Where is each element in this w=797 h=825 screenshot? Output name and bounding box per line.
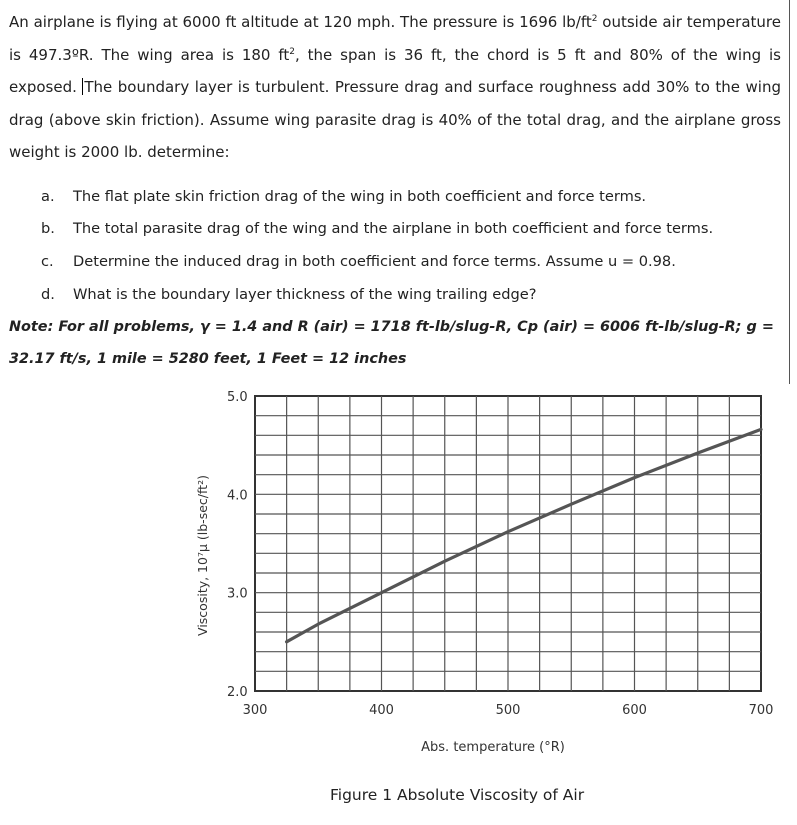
superscript-2a: 2	[592, 14, 598, 24]
question-text: The flat plate skin friction drag of the wing in both coefficient and force terms.	[73, 181, 646, 213]
question-text: Determine the induced drag in both coefficient and force terms. Assume u = 0.98.	[73, 246, 676, 278]
question-letter: d.	[41, 279, 55, 311]
y-tick-label: 3.0	[227, 587, 248, 602]
x-tick-label: 300	[243, 703, 268, 718]
question-item	[0, 246, 790, 278]
question-text: What is the boundary layer thickness of the wing trailing edge?	[73, 279, 537, 311]
question-letter: b.	[41, 213, 55, 245]
x-tick-label: 600	[622, 703, 647, 718]
question-text: The total parasite drag of the wing and the airplane in both coefficient and force terms.	[73, 213, 713, 245]
question-letter: a.	[41, 181, 55, 213]
x-tick-label: 500	[496, 703, 521, 718]
y-tick-label: 5.0	[227, 390, 248, 405]
question-item	[0, 279, 790, 311]
y-axis-label: Viscosity, 10⁷μ (lb-sec/ft²)	[195, 475, 210, 636]
y-tick-label: 2.0	[227, 685, 248, 700]
viscosity-chart-svg	[0, 380, 797, 821]
superscript-2b: 2	[289, 47, 295, 57]
problem-text-4: The boundary layer is turbulent. Pressure drag and surface roughness add 30% to the wing drag (above skin friction). Assume wing parasite drag is 40% of the total drag, and the airplane gross weight is 2000 lb. determine:	[9, 78, 781, 161]
y-tick-label: 4.0	[227, 488, 248, 503]
x-axis-label: Abs. temperature (°R)	[421, 740, 565, 755]
question-item	[0, 213, 790, 245]
problem-text-1: An airplane is flying at 6000 ft altitude at 120 mph. The pressure is 1696 lb/ft	[9, 13, 592, 31]
viscosity-chart	[0, 380, 797, 821]
x-tick-label: 400	[369, 703, 394, 718]
problem-text-2: outside air temperature is 497.3ºR. The wing area is 180 ft	[9, 13, 781, 64]
x-tick-label: 700	[749, 703, 774, 718]
question-item	[0, 181, 790, 213]
viscosity-curve	[287, 429, 761, 641]
problem-text-3: , the span is 36 ft, the chord is 5 ft and 80% of the wing is exposed.	[9, 46, 781, 97]
problem-statement	[9, 6, 781, 169]
figure-caption: Figure 1 Absolute Viscosity of Air	[330, 784, 590, 806]
constants-note: Note: For all problems, γ = 1.4 and R (air) = 1718 ft-lb/slug-R, Cp (air) = 6006 ft-lb/slug-R; g = 32.17 ft/s, 1 mile = 5280 feet, 1 Feet = 12 inches	[9, 311, 785, 375]
question-letter: c.	[41, 246, 54, 278]
